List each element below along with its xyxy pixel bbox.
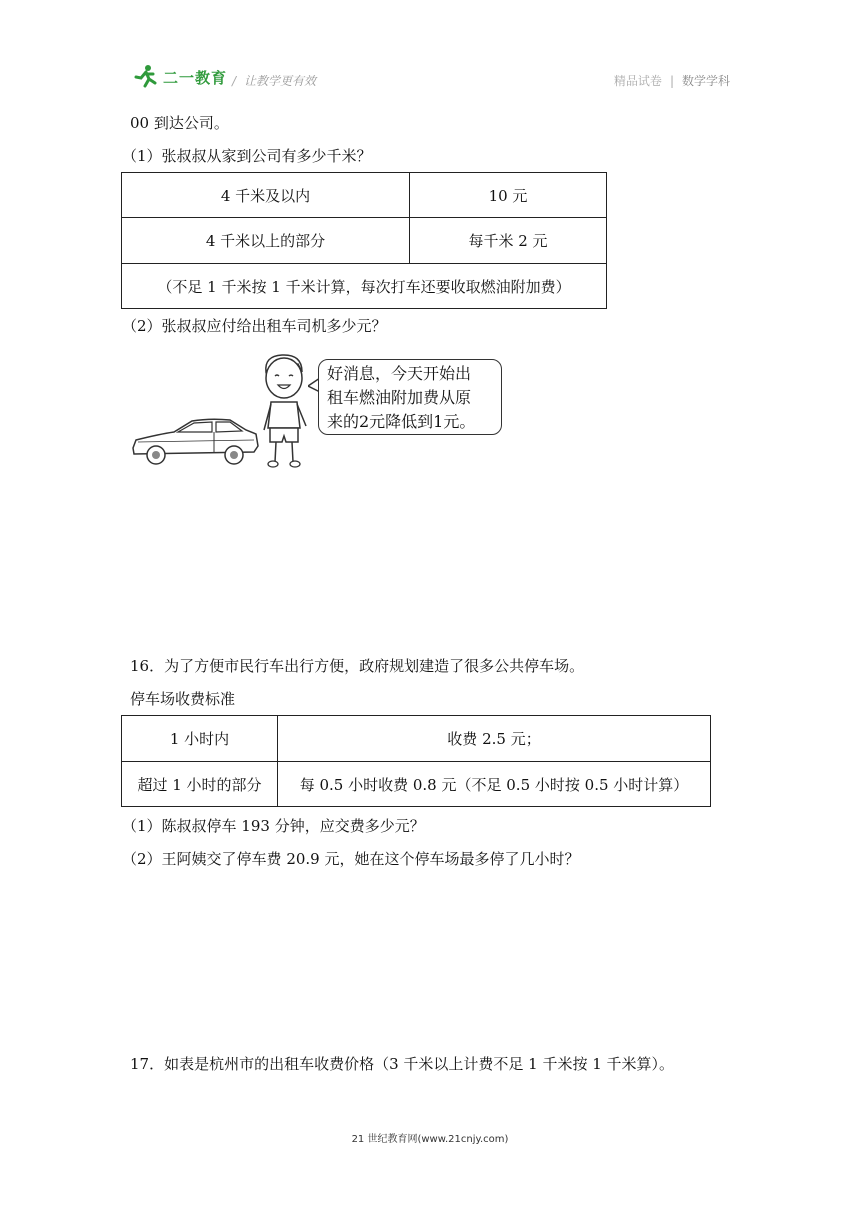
page-footer: 21 世纪教育网(www.21cnjy.com) [351, 1134, 509, 1145]
q15-part1: （1）张叔叔从家到公司有多少千米？ [122, 147, 372, 165]
header-logo [133, 64, 227, 90]
q16-part1: （1）陈叔叔停车 193 分钟，应交费多少元？ [122, 817, 425, 835]
taxi-row2-left: 4 千米以上的部分 [122, 218, 410, 264]
header-tags: 精品试卷 | 数学学科 [613, 74, 730, 88]
parking-row2-right: 每 0.5 小时收费 0.8 元（不足 0.5 小时按 0.5 小时计算） [278, 762, 711, 807]
speech-bubble [318, 359, 502, 435]
q15-part2: （2）张叔叔应付给出租车司机多少元？ [122, 317, 387, 335]
tag-premium: 精品试卷 [613, 74, 662, 88]
parking-row1-right: 收费 2.5 元； [278, 716, 711, 762]
taxi-row1-left: 4 千米及以内 [122, 173, 410, 218]
boy-illustration [258, 352, 314, 468]
logo-text: 二一教育 [163, 68, 228, 87]
taxi-note: （不足 1 千米按 1 千米计算，每次打车还要收取燃油附加费） [122, 264, 607, 309]
q15-continued: 00 到达公司。 [130, 114, 229, 132]
running-man-icon [133, 64, 159, 90]
taxi-row1-right: 10 元 [410, 173, 607, 218]
q16-stem: 16．为了方便市民行车出行方便，政府规划建造了很多公共停车场。 [130, 657, 585, 675]
bubble-line-3: 来的2元降低到1元。 [327, 412, 476, 431]
parking-fee-table [121, 715, 711, 807]
tag-subject: 数学学科 [681, 74, 730, 88]
parking-row1-left: 1 小时内 [122, 716, 278, 762]
slogan-text: 让教学更有效 [244, 74, 317, 88]
parking-row2-left: 超过 1 小时的部分 [122, 762, 278, 807]
header-slogan: / 让教学更有效 [232, 74, 317, 88]
taxi-row2-right: 每千米 2 元 [410, 218, 607, 264]
q17-stem: 17．如表是杭州市的出租车收费价格（3 千米以上计费不足 1 千米按 1 千米算）。 [130, 1055, 675, 1073]
bubble-line-1: 好消息，今天开始出 [327, 364, 472, 383]
car-illustration [130, 416, 262, 468]
q16-part2: （2）王阿姨交了停车费 20.9 元，她在这个停车场最多停了几小时？ [122, 850, 580, 868]
q16-table-title: 停车场收费标准 [130, 690, 236, 708]
bubble-line-2: 租车燃油附加费从原 [327, 388, 472, 407]
taxi-fee-table [121, 172, 607, 309]
